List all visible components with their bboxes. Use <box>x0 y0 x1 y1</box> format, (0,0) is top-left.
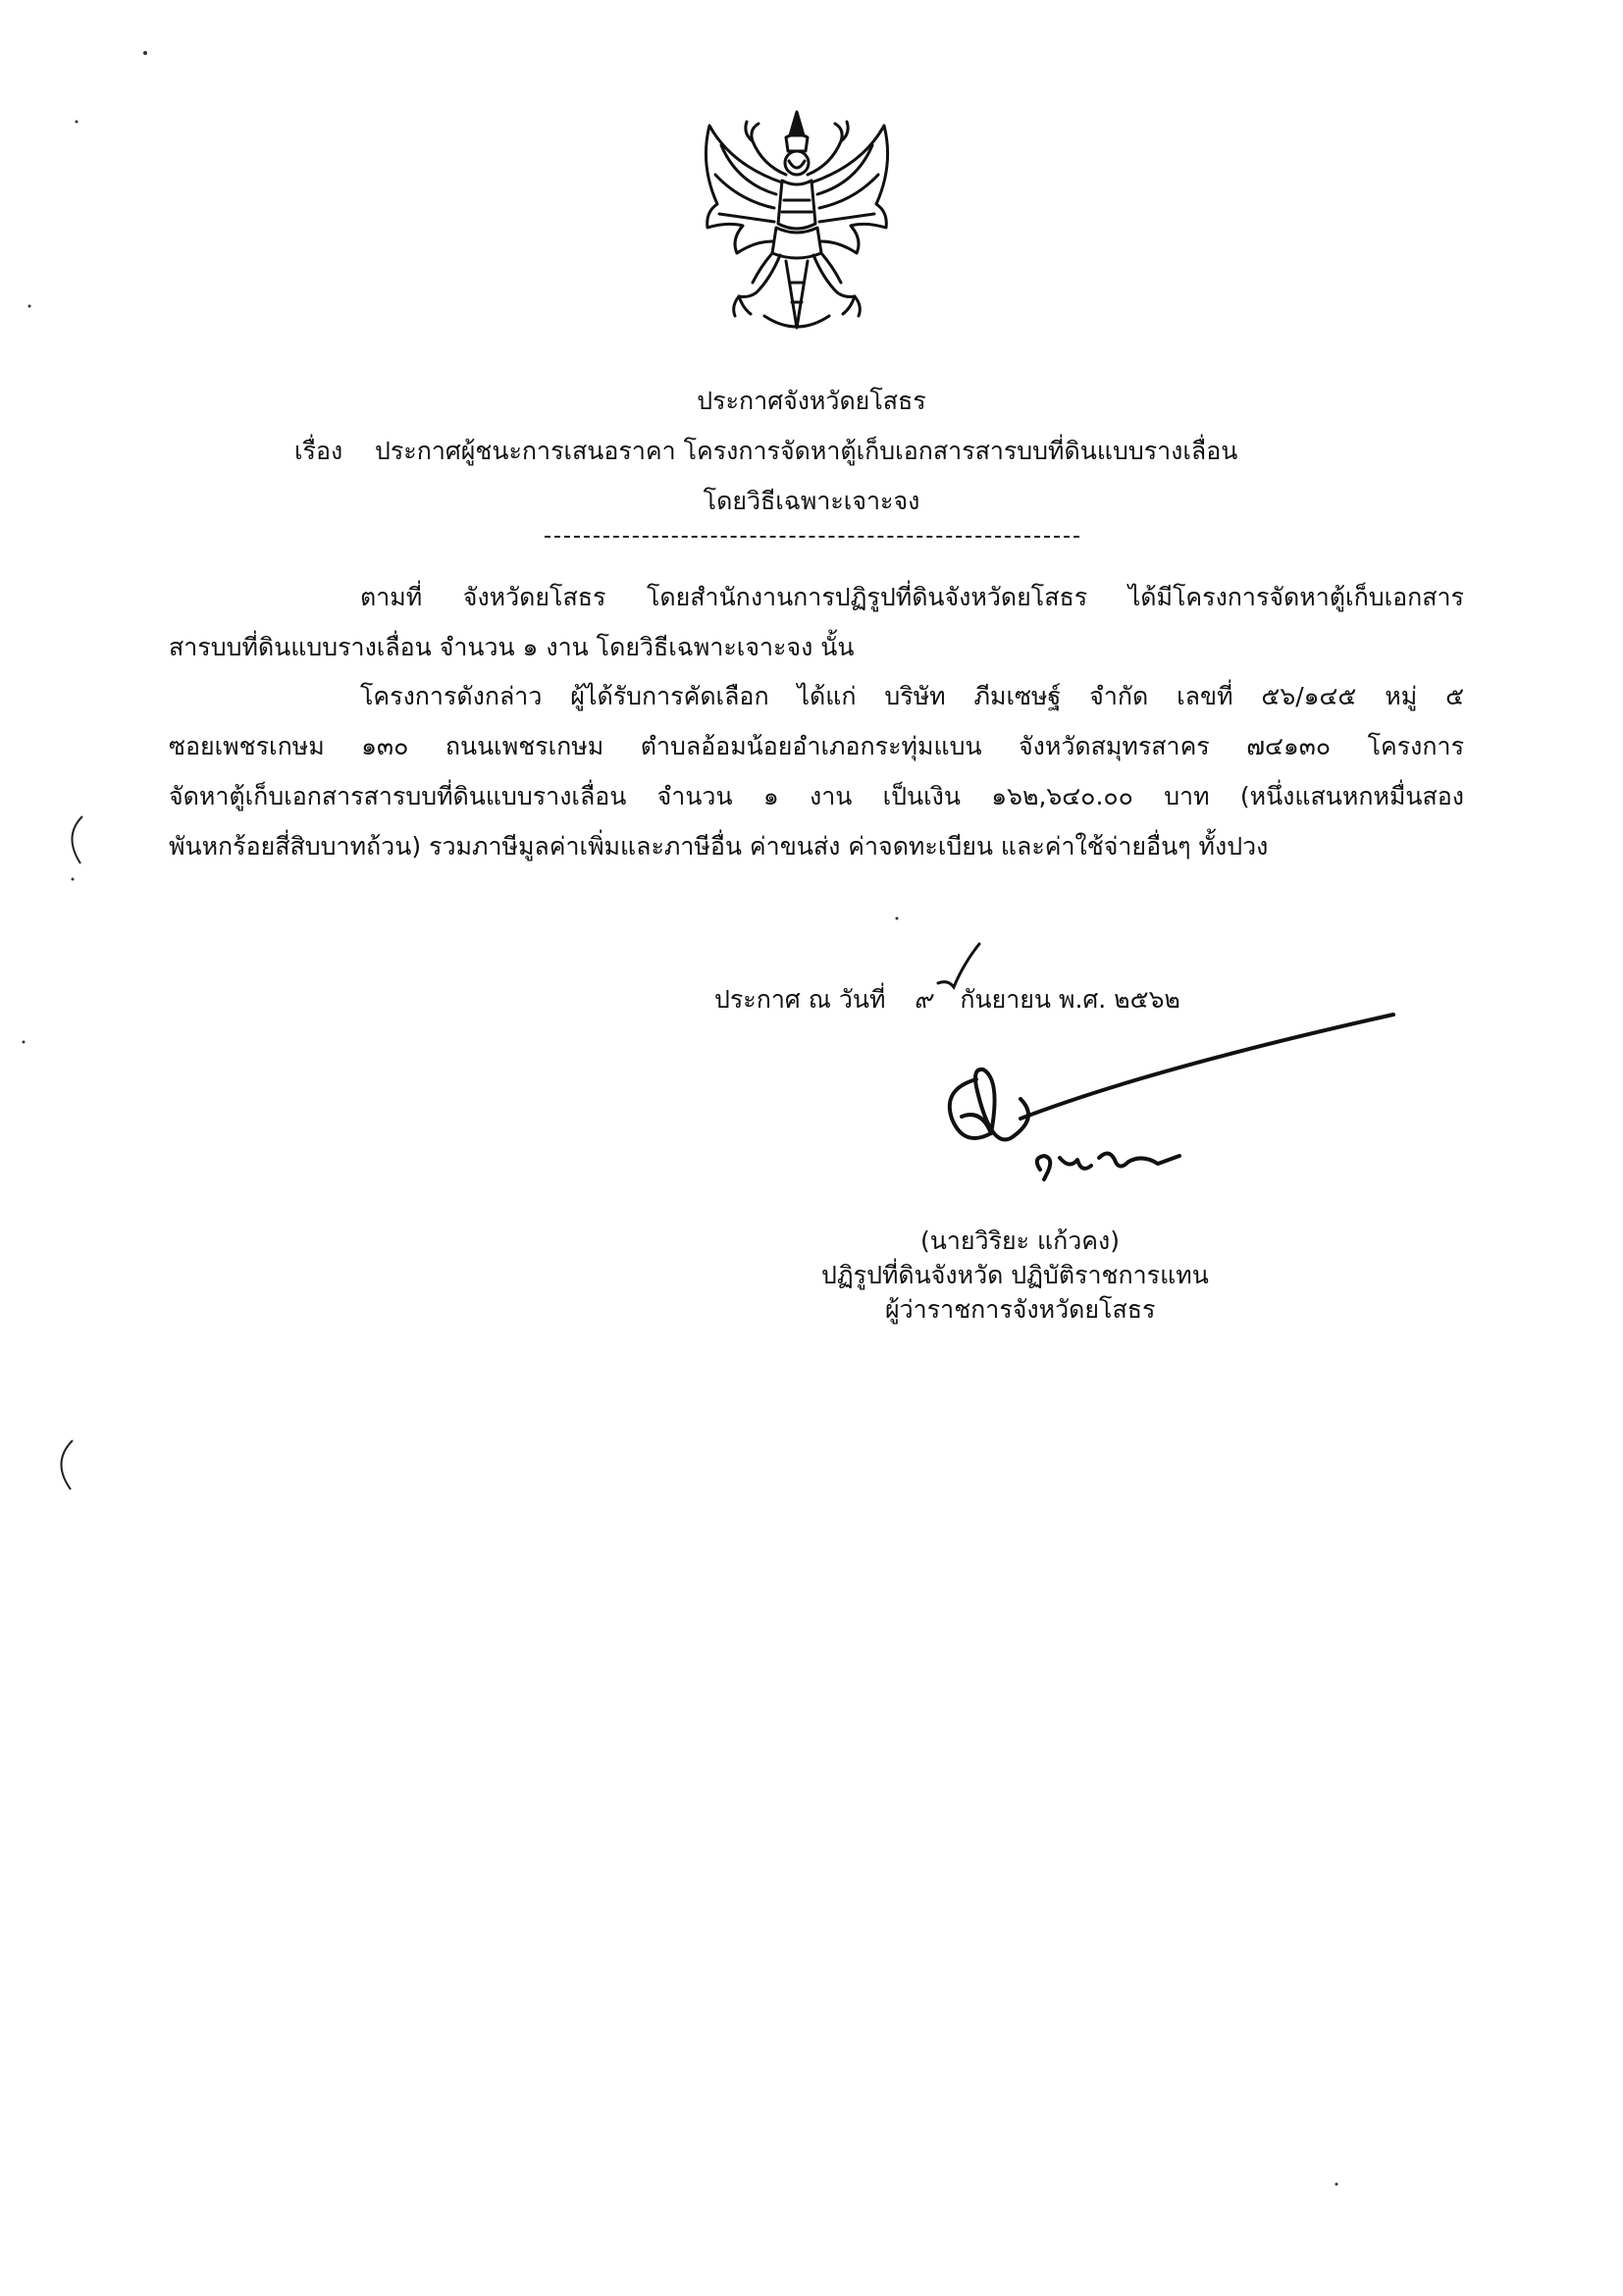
dashed-divider <box>545 536 1079 538</box>
announcement-prefix: ประกาศ ณ วันที่ <box>714 985 886 1014</box>
paragraph-intro <box>169 581 1464 681</box>
subject-text: ประกาศผู้ชนะการเสนอราคา โครงการจัดหาตู้เก็บเอกสารสารบบที่ดินแบบรางเลื่อน <box>375 437 1238 465</box>
document-title: ประกาศจังหวัดยโสธร <box>697 387 926 415</box>
scan-artifact-left-2 <box>49 1436 79 1495</box>
scan-artifact-left-1 <box>59 812 88 871</box>
paragraph-winner-line-3: จัดหาตู้เก็บเอกสารสารบบที่ดินแบบรางเลื่อน จำนวน ๑ งาน เป็นเงิน ๑๖๒,๖๔๐.๐๐ บาท (หนึ่งแสนหกหมื่นสอง <box>169 782 1464 810</box>
paragraph-winner-line-4: พันหกร้อยสี่สิบบาทถ้วน) รวมภาษีมูลค่าเพิ่มและภาษีอื่น ค่าขนส่ง ค่าจดทะเบียน และค่าใช้จ่ายอื่นๆ ทั้งปวง <box>169 832 1269 861</box>
paragraph-winner-line-2: ซอยเพชรเกษม ๑๓๐ ถนนเพชรเกษม ตำบลอ้อมน้อยอำเภอกระทุ่มแบน จังหวัดสมุทรสาคร ๗๔๑๓๐ โครงการ <box>169 732 1464 760</box>
signatory-name: (นายวิริยะ แก้วคง) <box>920 1226 1120 1255</box>
subject-line <box>294 435 1374 468</box>
paragraph-intro-line-1: ตามที่ จังหวัดยโสธร โดยสำนักงานการปฏิรูปที่ดินจังหวัดยโสธร ได้มีโครงการจัดหาตู้เก็บเอกสาร <box>360 583 1464 611</box>
date-check-mark <box>934 940 983 999</box>
subject-line-2: โดยวิธีเฉพาะเจาะจง <box>703 487 920 515</box>
paragraph-winner <box>169 680 1464 880</box>
signatory-position-2: ผู้ว่าราชการจังหวัดยโสธร <box>885 1295 1156 1324</box>
announcement-day: ๙ <box>914 985 932 1014</box>
paragraph-winner-line-1: โครงการดังกล่าว ผู้ได้รับการคัดเลือก ได้แก่ บริษัท ภีมเซษฐ์ จำกัด เลขที่ ๕๖/๑๔๕ หมู่ ๕ <box>360 682 1464 710</box>
signatory-position-1: ปฏิรูปที่ดินจังหวัด ปฏิบัติราชการแทน <box>821 1261 1209 1289</box>
paragraph-intro-line-2: สารบบที่ดินแบบรางเลื่อน จำนวน ๑ งาน โดยวิธีเฉพาะเจาะจง นั้น <box>169 633 855 661</box>
garuda-emblem-icon <box>692 106 902 338</box>
handwritten-signature <box>922 1001 1413 1207</box>
subject-label: เรื่อง <box>294 437 343 465</box>
announcement-month-year: กันยายน พ.ศ. ๒๕๖๒ <box>960 985 1180 1014</box>
